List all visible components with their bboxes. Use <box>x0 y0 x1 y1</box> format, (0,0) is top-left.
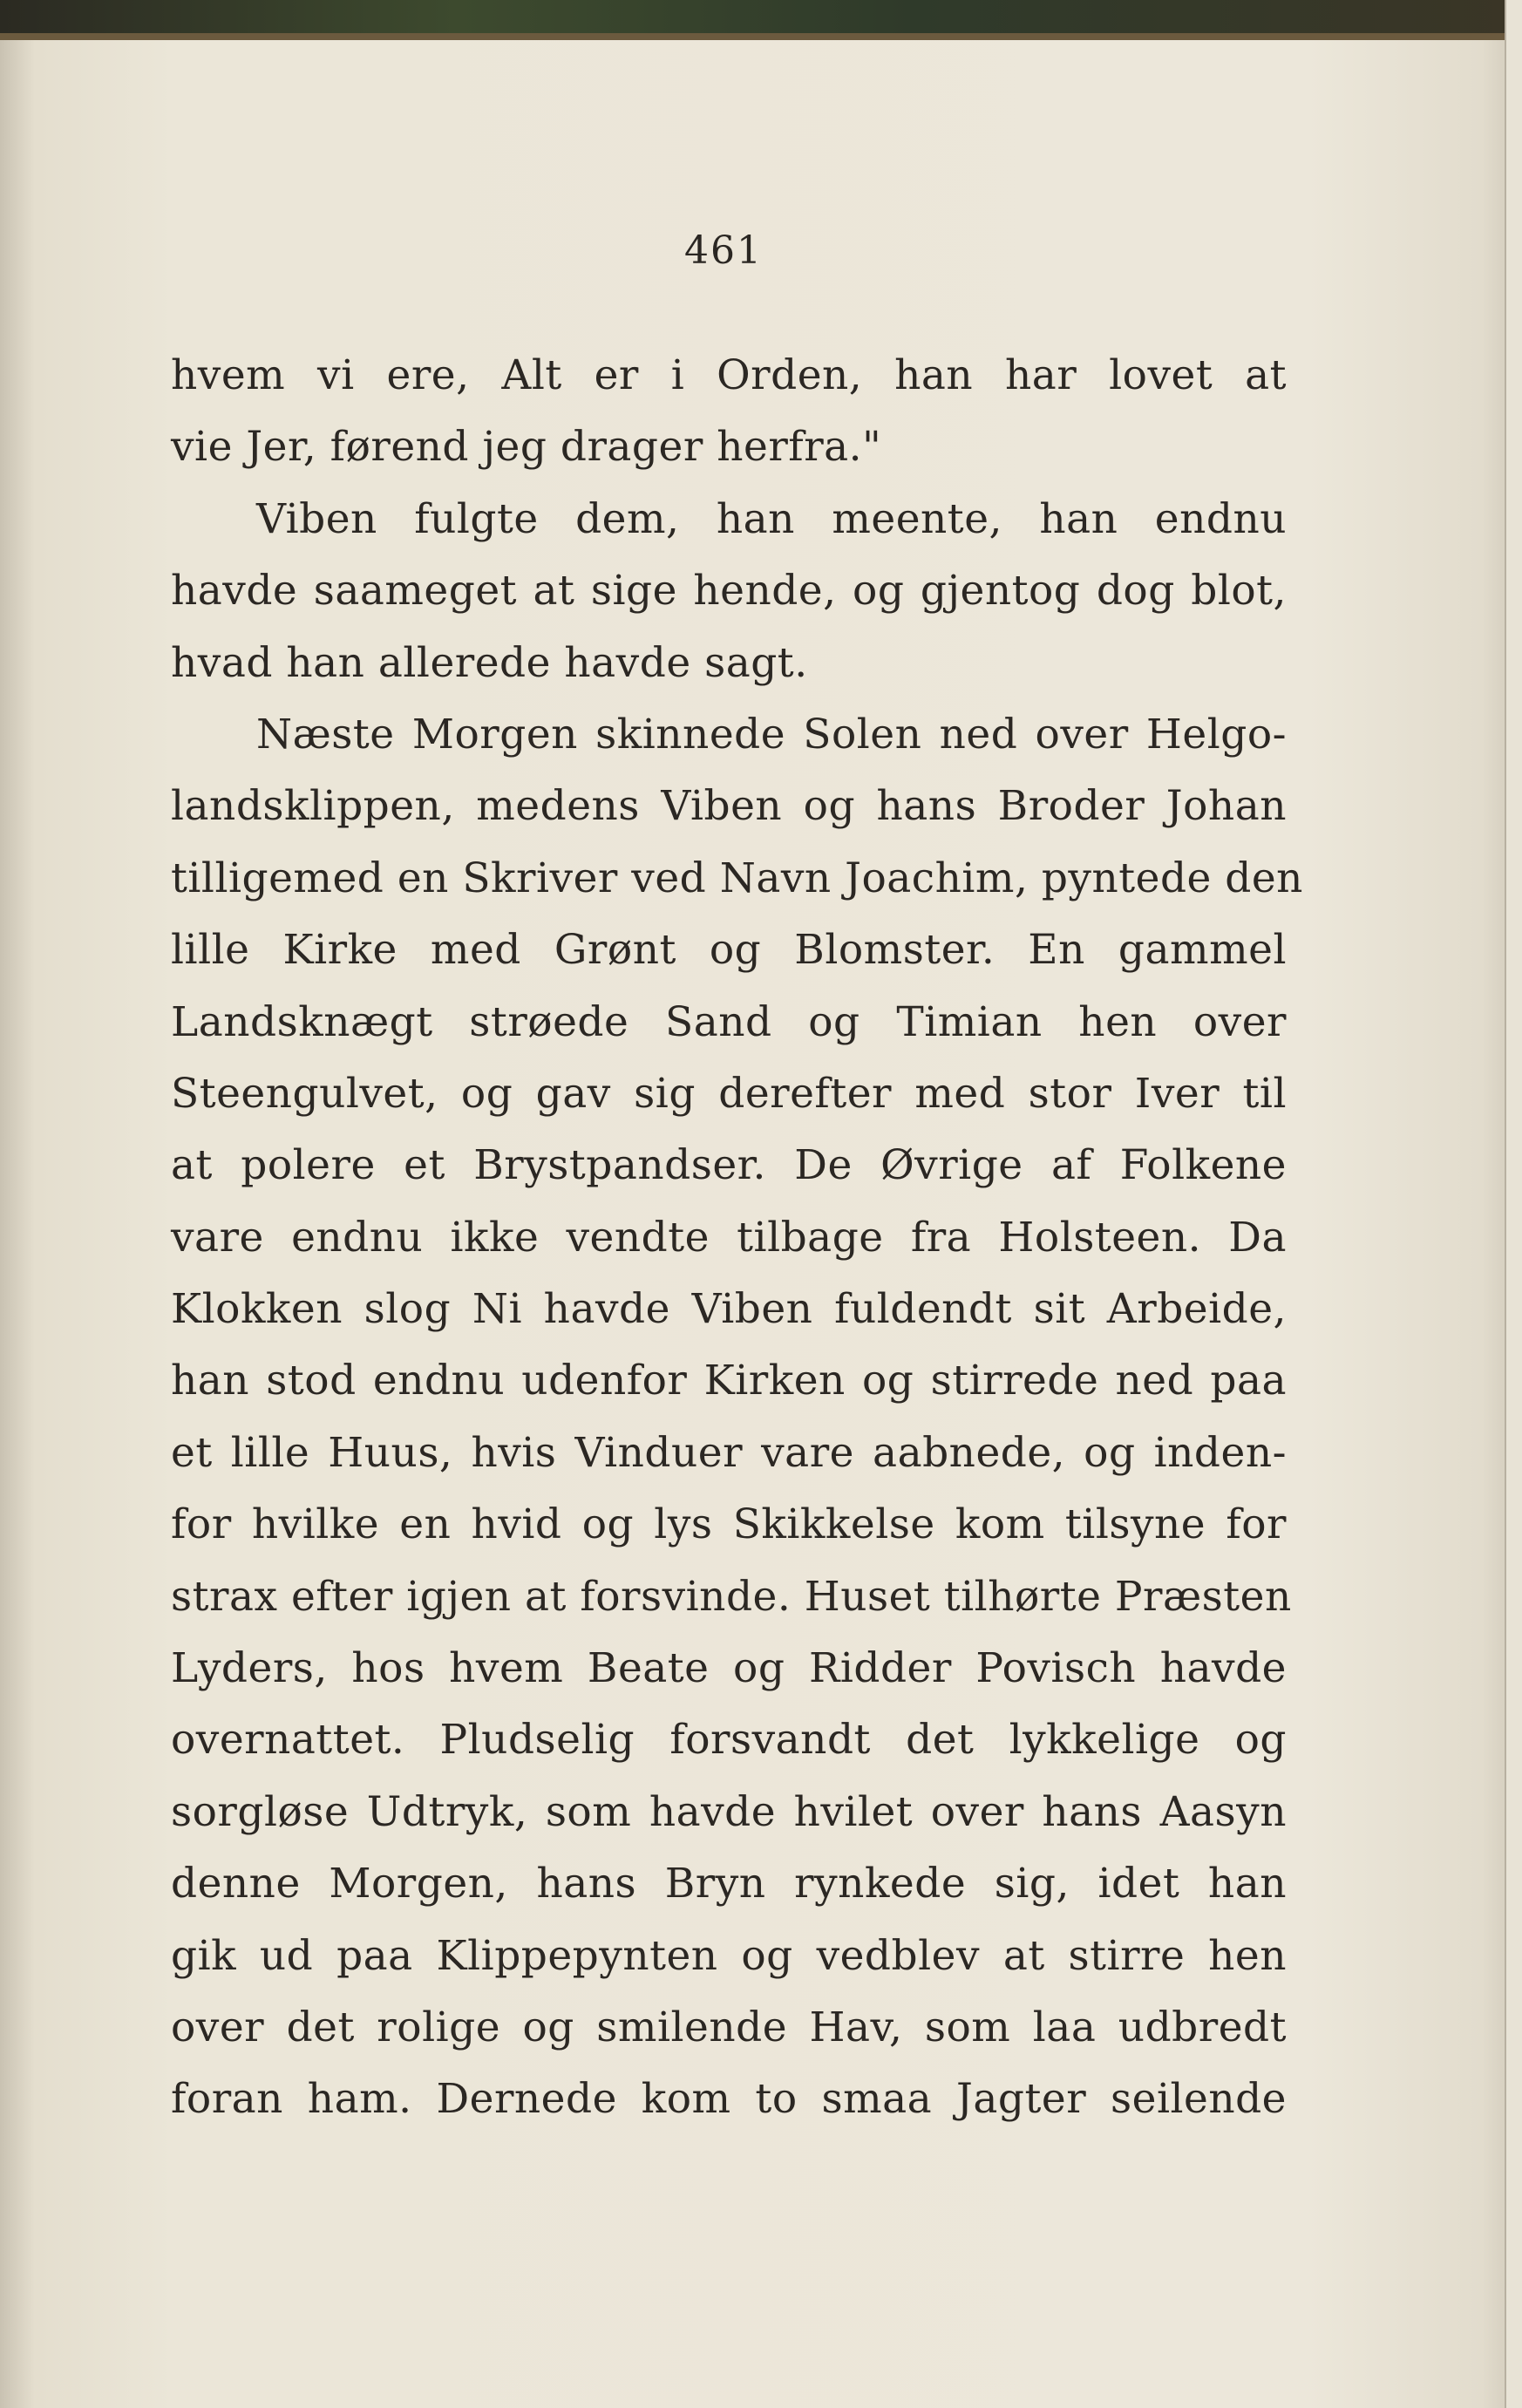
text-line: at polere et Brystpandser. De Øvrige af Folkene <box>171 1141 1287 1190</box>
text-line: havde saameget at sige hende, og gjentog dog blot, <box>171 567 1287 616</box>
text-line: Viben fulgte dem, han meente, han endnu <box>256 494 1287 543</box>
text-line: overnattet. Pludselig forsvandt det lykkelige og <box>171 1716 1287 1765</box>
text-line: Landsknægt strøede Sand og Timian hen over <box>171 997 1287 1046</box>
text-line: gik ud paa Klippepynten og vedblev at stirre hen <box>171 1931 1287 1980</box>
page-top-border <box>0 33 1522 40</box>
page-right-edge <box>1505 0 1522 2408</box>
text-line: for hvilke en hvid og lys Skikkelse kom tilsyne for <box>171 1500 1287 1549</box>
text-line: Lyders, hos hvem Beate og Ridder Povisch havde <box>171 1644 1287 1693</box>
text-line: han stod endnu udenfor Kirken og stirrede ned paa <box>171 1357 1287 1405</box>
text-line: denne Morgen, hans Bryn rynkede sig, idet han <box>171 1860 1287 1908</box>
text-line: sorgløse Udtryk, som havde hvilet over hans Aasyn <box>171 1787 1287 1836</box>
body-text <box>171 340 1303 2136</box>
text-line: Næste Morgen skinnede Solen ned over Helgo- <box>256 710 1287 758</box>
text-line: Steengulvet, og gav sig derefter med stor Iver til <box>171 1069 1287 1118</box>
text-line: over det rolige og smilende Hav, som laa udbredt <box>171 2003 1287 2051</box>
text-line: strax efter igjen at forsvinde. Huset tilhørte Præsten <box>171 1572 1292 1621</box>
text-line: landsklippen, medens Viben og hans Broder Johan <box>171 782 1287 831</box>
page-number: 461 <box>684 228 763 273</box>
text-line: hvem vi ere, Alt er i Orden, han har lovet at <box>171 351 1287 399</box>
text-line: lille Kirke med Grønt og Blomster. En gammel <box>171 926 1287 975</box>
text-line: Klokken slog Ni havde Viben fuldendt sit Arbeide, <box>171 1285 1287 1334</box>
text-line: tilligemed en Skriver ved Navn Joachim, pyntede den <box>171 854 1303 902</box>
text-line: foran ham. Dernede kom to smaa Jagter seilende <box>171 2075 1287 2124</box>
text-line: et lille Huus, hvis Vinduer vare aabnede, og inden- <box>171 1428 1287 1477</box>
text-line: hvad han allerede havde sagt. <box>171 638 808 687</box>
text-line: vie Jer, førend jeg drager herfra." <box>171 423 882 472</box>
text-line: vare endnu ikke vendte tilbage fra Holsteen. Da <box>171 1213 1287 1262</box>
